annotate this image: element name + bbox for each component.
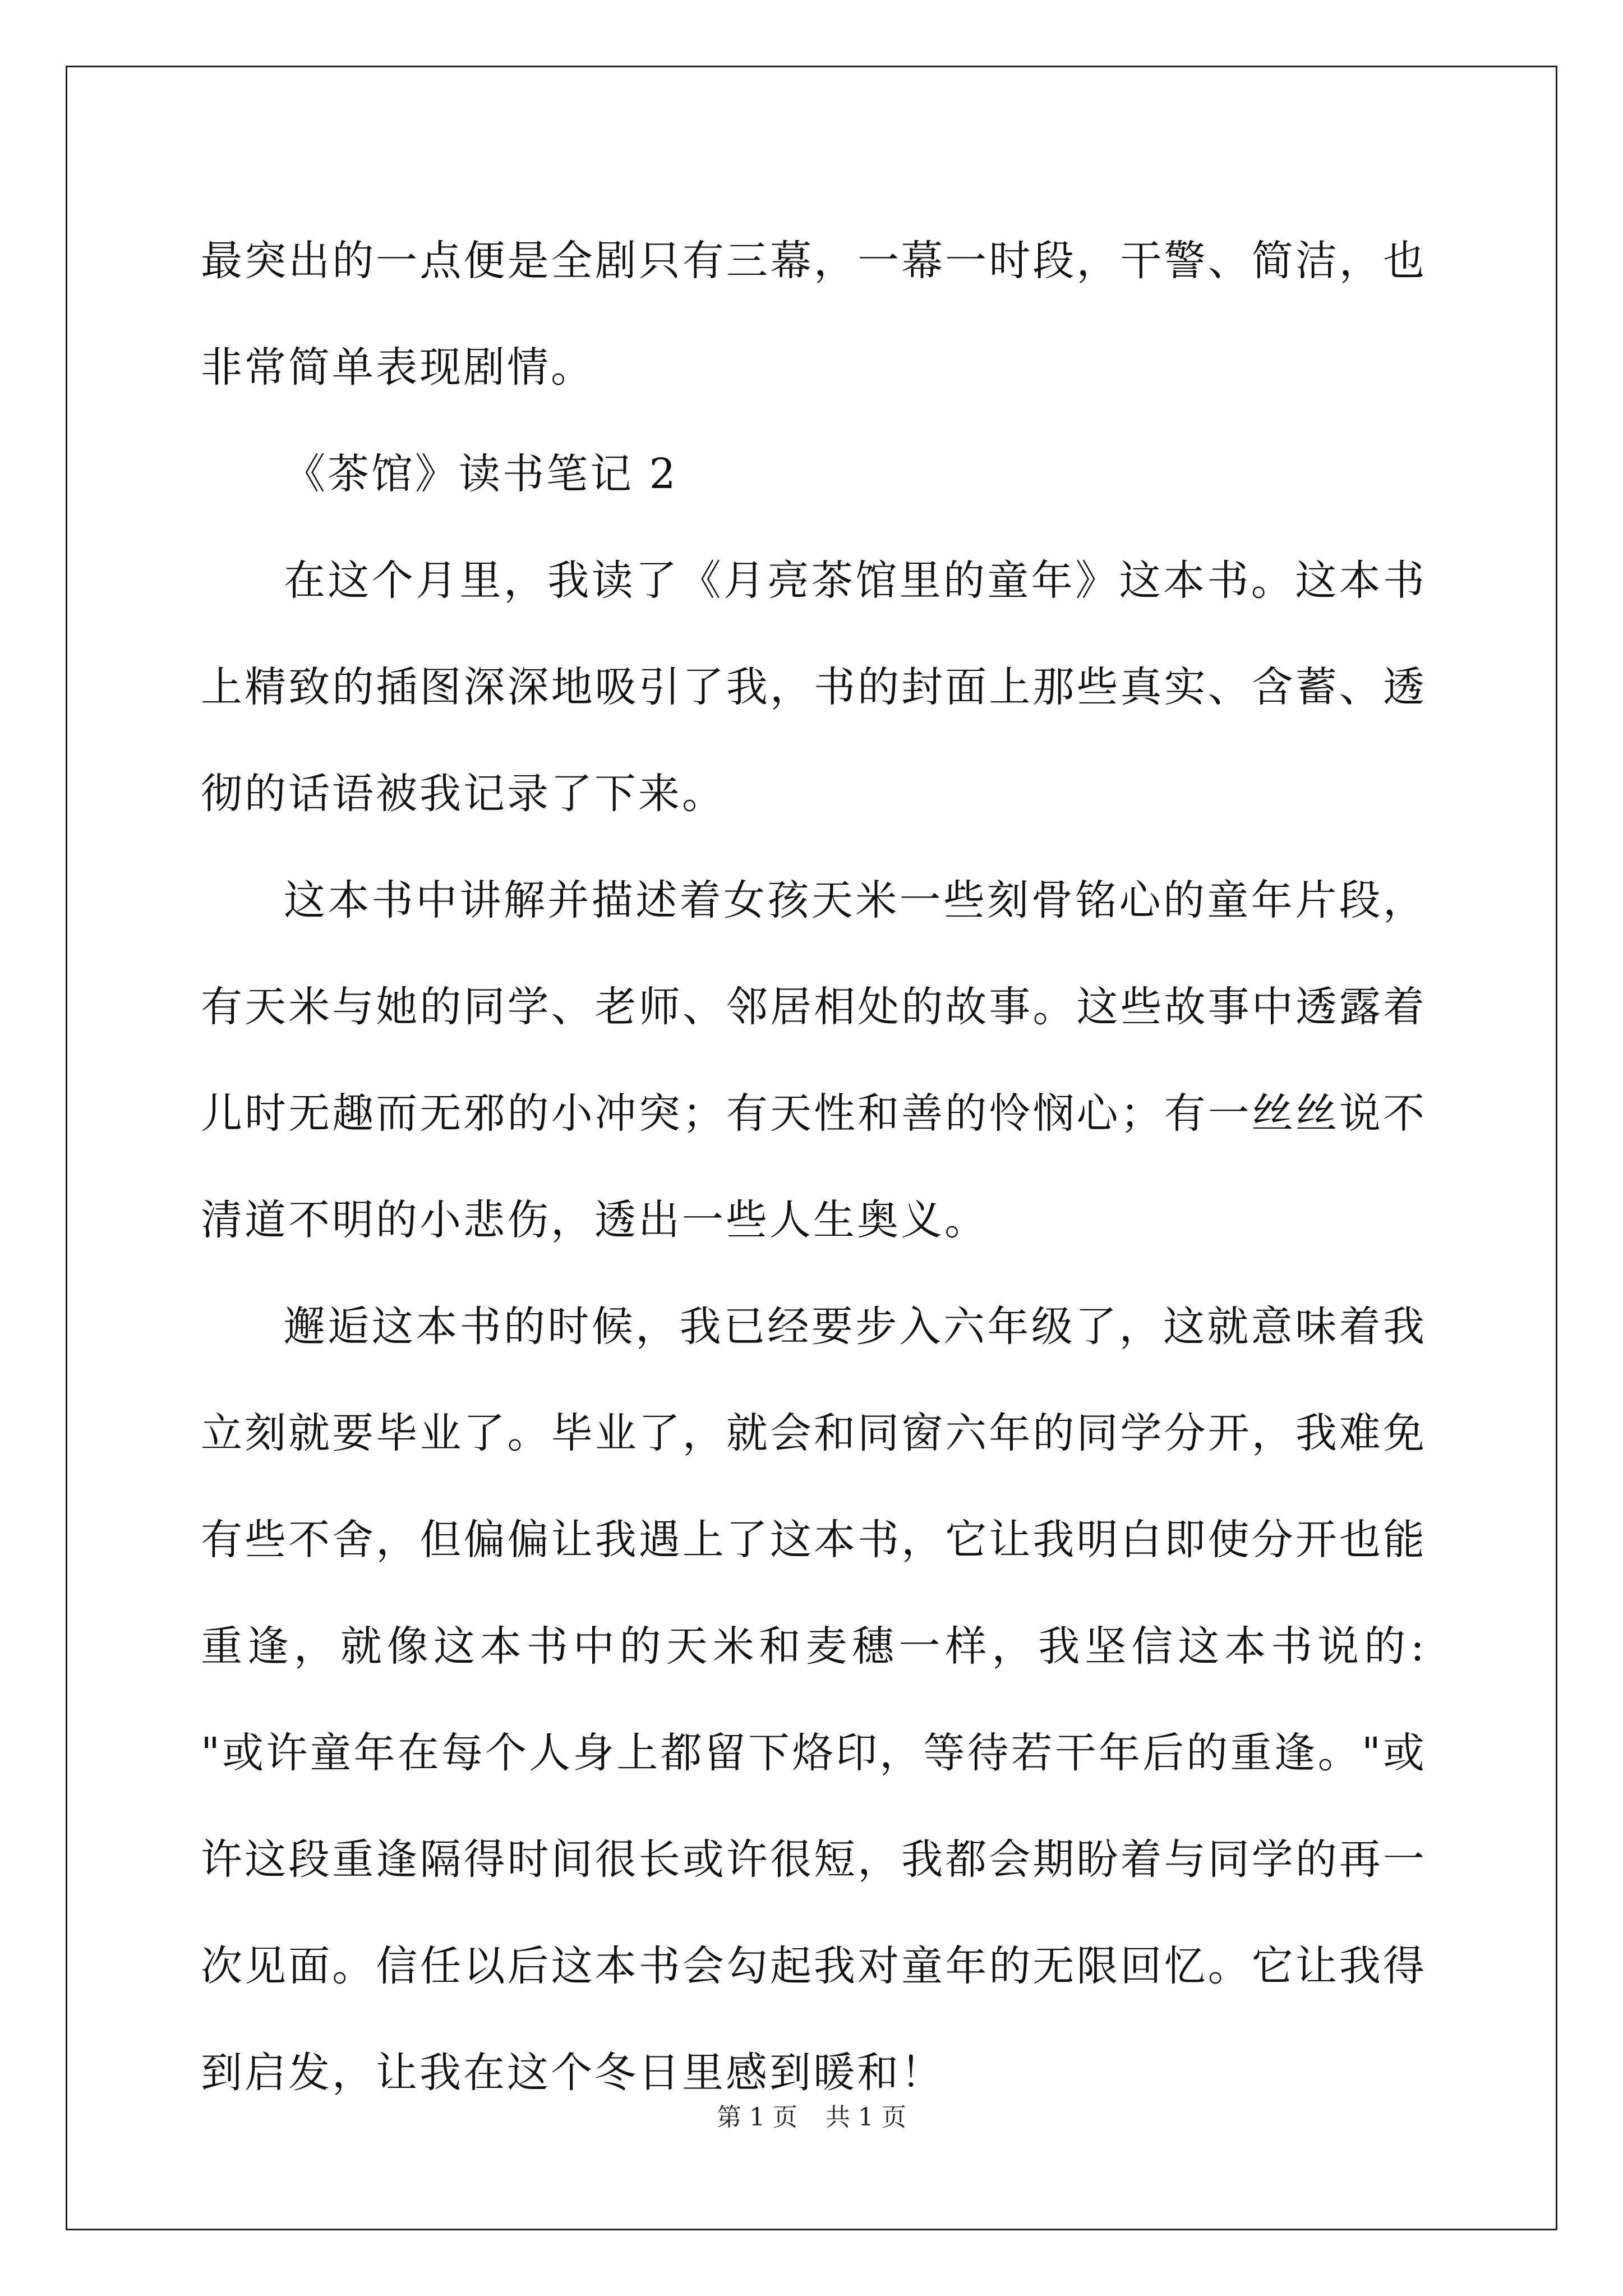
page-number: 第 1 页	[717, 2103, 797, 2132]
paragraph-intro-continuation: 最突出的一点便是全剧只有三幕，一幕一时段，干警、简洁，也非常简单表现剧情。	[201, 237, 1427, 392]
paragraph-reflection: 邂逅这本书的时候，我已经要步入六年级了，这就意味着我立刻就要毕业了。毕业了，就会和同窗六年的同学分开，我难免有些不舍，但偏偏让我遇上了这本书，它让我明白即使分开也能重逢，就像这本书中的天米和麦穗一样，我坚信这本书说的: "或许童年在每个人身上都留下烙印，等待若干年后的重逢。"或许这段重逢隔得时间很长或许很短，我都会期盼着与同学的再一次见面。信任以后这本书会勾起我对童年的无限回忆。它让我得到启发，让我在这个冬日里感到暖和！	[201, 1303, 1427, 2097]
section-heading: 《茶馆》读书笔记 2	[284, 450, 678, 498]
paragraph-book-content: 这本书中讲解并描述着女孩天米一些刻骨铭心的童年片段，有天米与她的同学、老师、邻居相处的故事。这些故事中透露着儿时无趣而无邪的小冲突；有天性和善的怜悯心；有一丝丝说不清道不明的小悲伤，透出一些人生奥义。	[201, 876, 1427, 1244]
paragraph-book-intro: 在这个月里，我读了《月亮茶馆里的童年》这本书。这本书上精致的插图深深地吸引了我，书的封面上那些真实、含蓄、透彻的话语被我记录了下来。	[201, 556, 1427, 818]
page-total: 共 1 页	[826, 2103, 906, 2132]
document-body	[201, 208, 1427, 2126]
page-footer	[0, 2101, 1623, 2134]
